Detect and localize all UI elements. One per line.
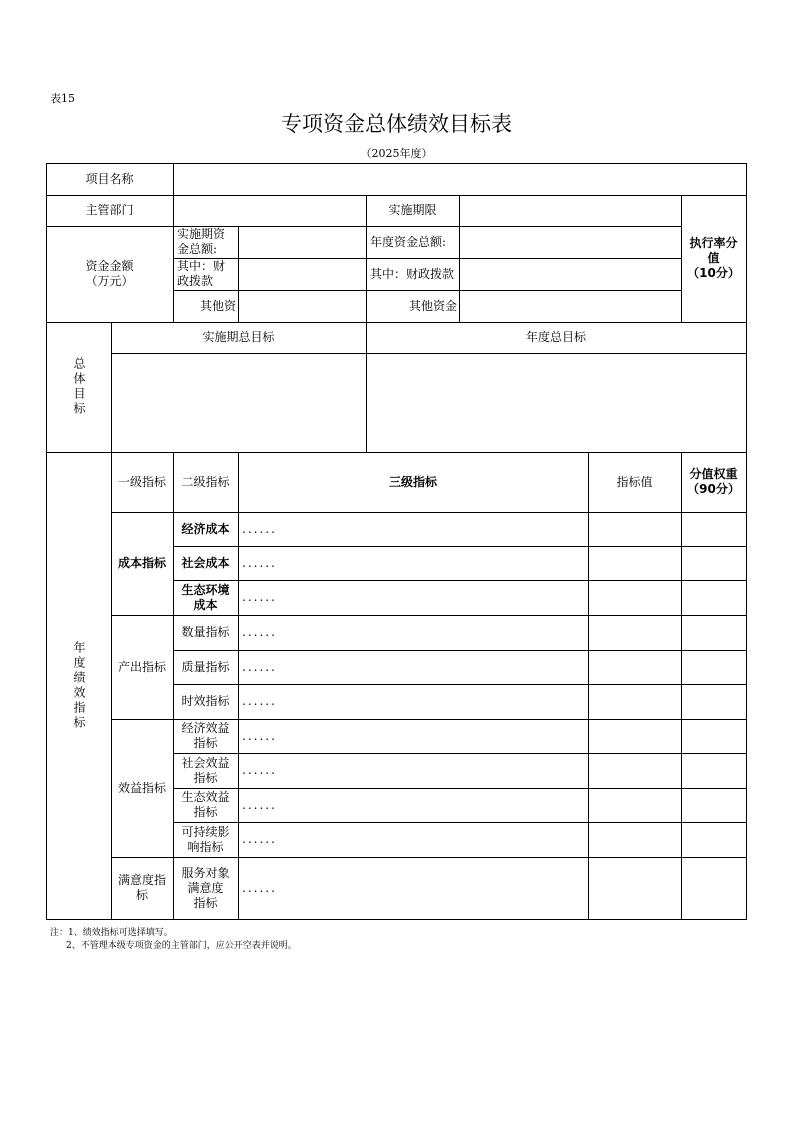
funds-amount-label: 资金金额 （万元） (85, 259, 134, 288)
table-number: 表15 (50, 92, 75, 105)
level3-field[interactable]: ...... (242, 763, 277, 777)
execution-rate-score: 执行率分 值 （10分） (687, 236, 740, 280)
year-other-field[interactable] (459, 290, 681, 322)
period-funds-total-field[interactable] (238, 226, 366, 258)
year-fiscal-label: 其中：财政拨款 (370, 266, 455, 281)
group-benefit: 效益指标 (117, 780, 166, 795)
level3-field[interactable]: ...... (242, 590, 277, 604)
item-economic-benefit: 经济效益 指标 (181, 721, 230, 750)
level3-field[interactable]: ...... (242, 555, 277, 570)
year-other-label: 其他资金 (408, 298, 457, 313)
period-field[interactable] (459, 195, 681, 226)
level2-header: 二级指标 (181, 474, 230, 489)
project-name-field[interactable] (173, 163, 746, 195)
annual-indicators-label: 年度绩效指标 (72, 640, 86, 731)
item-sustainability: 可持续影 响指标 (181, 824, 230, 854)
period-funds-total-label: 实施期资 金总额: (177, 227, 226, 256)
item-eco-cost: 生态环境 成本 (181, 582, 230, 612)
overall-goals-label: 总体目标 (72, 357, 86, 417)
group-satisfaction: 满意度指 标 (117, 873, 166, 902)
year-goal-header: 年度总目标 (525, 330, 586, 344)
period-other-field[interactable] (238, 290, 366, 322)
item-quantity: 数量指标 (181, 625, 230, 639)
indicator-value-header: 指标值 (616, 474, 653, 489)
level3-field[interactable]: ...... (242, 694, 277, 708)
level3-field[interactable]: ...... (242, 797, 277, 812)
period-fiscal-field[interactable] (238, 258, 366, 290)
group-cost: 成本指标 (117, 556, 166, 570)
period-fiscal-label: 其中：财 政拨款 (177, 259, 226, 288)
item-quality: 质量指标 (181, 659, 230, 674)
year-funds-total-label: 年度资金总额: (370, 234, 447, 249)
note-2: 2、不管理本级专项资金的主管部门，应公开空表并说明。 (66, 941, 297, 951)
page-title: 专项资金总体绩效目标表 (281, 112, 512, 136)
department-label: 主管部门 (85, 203, 134, 217)
item-economic-cost: 经济成本 (181, 521, 230, 536)
weight-header: 分值权重 （90分） (687, 467, 740, 496)
item-social-cost: 社会成本 (181, 555, 230, 570)
year-funds-total-field[interactable] (459, 226, 681, 258)
fiscal-year: （2025年度） (360, 147, 433, 160)
level1-header: 一级指标 (117, 474, 166, 489)
level3-field[interactable]: ...... (242, 521, 277, 536)
level3-field[interactable]: ...... (242, 728, 277, 743)
period-label: 实施期限 (388, 203, 437, 217)
item-timeliness: 时效指标 (181, 694, 230, 708)
note-1: 注：1、绩效指标可选择填写。 (50, 928, 173, 938)
year-goal-field[interactable] (366, 353, 746, 452)
level3-field[interactable]: ...... (242, 625, 277, 639)
level3-field[interactable]: ...... (242, 659, 277, 674)
item-service-satisfaction: 服务对象 满意度 指标 (181, 865, 230, 910)
item-eco-benefit: 生态效益 指标 (181, 790, 230, 819)
level3-field[interactable]: ...... (242, 880, 277, 895)
level3-header: 三级指标 (388, 474, 437, 489)
department-field[interactable] (173, 195, 366, 226)
project-name-label: 项目名称 (85, 171, 134, 186)
group-output: 产出指标 (117, 659, 166, 674)
level3-field[interactable]: ...... (242, 832, 277, 846)
period-other-label: 其他资 (199, 298, 236, 313)
period-goal-header: 实施期总目标 (202, 330, 275, 344)
item-social-benefit: 社会效益 指标 (181, 755, 230, 785)
year-fiscal-field[interactable] (459, 258, 681, 290)
period-goal-field[interactable] (111, 353, 366, 452)
